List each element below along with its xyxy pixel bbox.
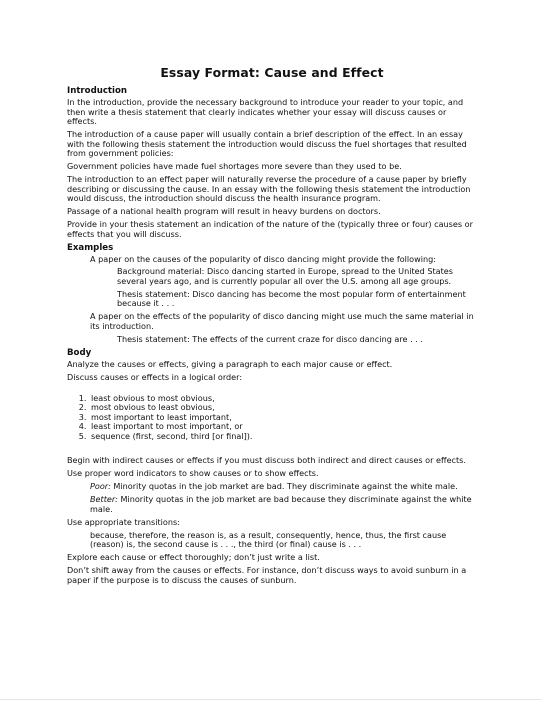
page-title: Essay Format: Cause and Effect — [160, 65, 384, 80]
paragraph: The introduction of a cause paper will usually contain a brief description of the effect. In an essay with the following thesis statement the introduction would discuss the fuel shortages that resulted from government policies: — [67, 129, 467, 159]
examples-section — [67, 243, 477, 345]
paragraph: Passage of a national health program will result in heavy burdens on doctors. — [67, 206, 381, 217]
paragraph: Use appropriate transitions: — [67, 516, 180, 527]
body-section — [67, 348, 477, 585]
example-thesis: Thesis statement: The effects of the current craze for disco dancing are . . . — [117, 333, 423, 344]
example-thesis: Thesis statement: Disco dancing has become the most popular form of entertainment because it . . . — [117, 288, 466, 309]
list-item: 4. least important to most important, or — [89, 422, 477, 432]
paragraph: Begin with indirect causes or effects if you must discuss both indirect and direct causes or effects. — [67, 455, 466, 466]
paragraph: The introduction to an effect paper will naturally reverse the procedure of a cause paper by briefly describing or discussing the cause. In an essay with the following thesis statement the introduction would discuss, the introduction should discuss the health insurance program. — [67, 174, 471, 204]
poor-example — [90, 482, 477, 492]
body-heading: Body — [67, 347, 92, 358]
list-item: 5. sequence (first, second, third [or final]). — [89, 432, 477, 442]
paragraph: Use proper word indicators to show causes or to show effects. — [67, 468, 319, 479]
paragraph: Discuss causes or effects in a logical order: — [67, 371, 243, 382]
introduction-section — [67, 86, 477, 239]
paragraph: Provide in your thesis statement an indication of the nature of the (typically three or four) causes or effects that you will discuss. — [67, 219, 473, 239]
paragraph: In the introduction, provide the necessary background to introduce your reader to your topic, and then write a thesis statement that clearly indicates whether your essay will discuss causes or effects. — [67, 97, 464, 127]
paragraph: Government policies have made fuel shortages more severe than they used to be. — [67, 161, 402, 172]
better-example — [90, 495, 477, 514]
poor-label: Poor: — [90, 481, 111, 492]
logical-order-list — [67, 394, 477, 442]
list-item: 3. most important to least important, — [89, 413, 477, 423]
better-text: Minority quotas in the job market are bad because they discriminate against the white male. — [90, 494, 472, 514]
poor-text: Minority quotas in the job market are bad. They discriminate against the white male. — [110, 481, 458, 492]
introduction-heading: Introduction — [67, 86, 128, 96]
paragraph: Analyze the causes or effects, giving a paragraph to each major cause or effect. — [67, 358, 393, 369]
better-label: Better: — [90, 494, 118, 505]
paragraph: Don’t shift away from the causes or effects. For instance, don’t discuss ways to avoid sunburn in a paper if the purpose is to discuss the causes of sunburn. — [67, 564, 467, 585]
example-background: Background material: Disco dancing started in Europe, spread to the United States several years ago, and is currently popular all over the U.S. among all age groups. — [117, 266, 453, 286]
paragraph: Explore each cause or effect thoroughly; don’t just write a list. — [67, 552, 320, 563]
examples-heading: Examples — [67, 242, 114, 253]
example-paragraph: A paper on the causes of the popularity of disco dancing might provide the following: — [90, 253, 436, 264]
transitions-list: because, therefore, the reason is, as a result, consequently, hence, thus, the first cause (reason) is, the second cause is . . ., the third (or final) cause is . . . — [90, 529, 447, 550]
list-item: 2. most obvious to least obvious, — [89, 403, 477, 413]
document-content — [67, 66, 477, 588]
list-item: 1. least obvious to most obvious, — [89, 394, 477, 404]
example-paragraph: A paper on the effects of the popularity of disco dancing might use much the same material in its introduction. — [90, 311, 474, 331]
